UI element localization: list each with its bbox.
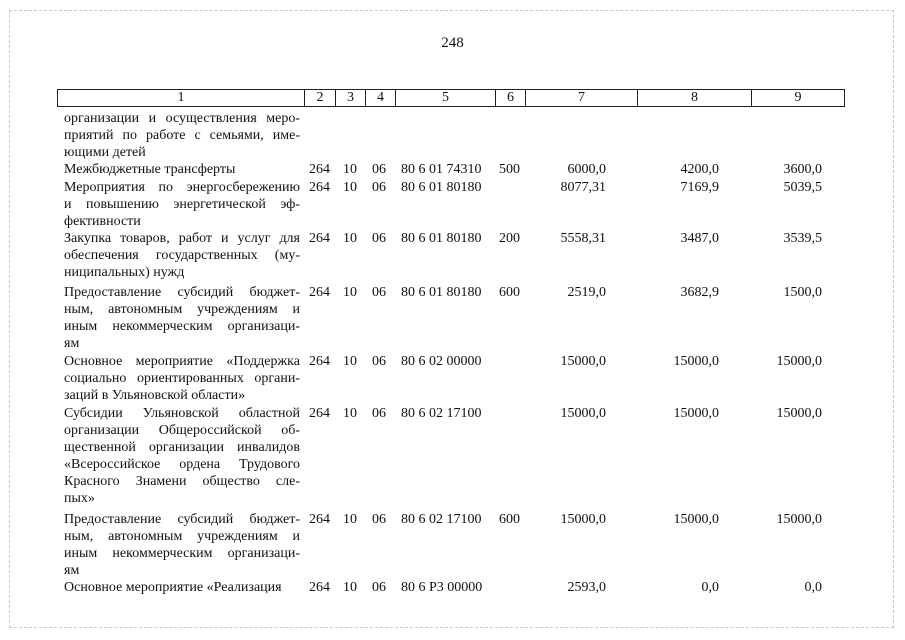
cell-amount-3: 0,0 [804,580,822,595]
row-name [64,511,300,579]
cell-amount-3: 15000,0 [776,354,822,369]
cell-vr: 600 [499,285,520,300]
row-name-line: ющими детей [64,145,146,160]
cell-rz: 10 [343,231,357,246]
cell-csr: 80 6 01 80180 [401,285,482,300]
cell-rz: 10 [343,512,357,527]
cell-csr: 80 6 02 00000 [401,354,482,369]
row-name-line: приятий по работе с семьями, име- [64,128,300,143]
cell-ved: 264 [309,162,330,177]
row-name-line: ям [64,563,80,578]
cell-amount-2: 15000,0 [673,512,719,527]
cell-rz: 10 [343,406,357,421]
cell-amount-1: 2593,0 [567,580,606,595]
cell-amount-3: 3600,0 [783,162,822,177]
cell-csr: 80 6 P3 00000 [401,580,483,595]
row-name-line: организации и осуществления меро- [64,111,300,126]
row-name-line: иным некоммерческим организаци- [64,546,300,561]
header-col-3: 3 [335,89,366,107]
cell-csr: 80 6 01 74310 [401,162,482,177]
cell-amount-2: 3487,0 [680,231,719,246]
cell-amount-1: 8077,31 [560,180,606,195]
header-col-1: 1 [57,89,305,107]
cell-rz: 10 [343,180,357,195]
row-name [64,405,300,507]
row-name-line: ным, автономным учреждениям и [64,529,300,544]
cell-csr: 80 6 02 17100 [401,406,482,421]
row-name-line: Субсидии Ульяновской областной [64,406,300,421]
cell-ved: 264 [309,580,330,595]
row-name-line: ниципальных) нужд [64,265,185,280]
cell-rz: 10 [343,285,357,300]
row-name-line: Красного Знамени общество сле- [64,474,300,489]
cell-pr: 06 [372,162,386,177]
cell-pr: 06 [372,231,386,246]
row-name-line: ным, автономным учреждениям и [64,302,300,317]
header-col-4: 4 [365,89,396,107]
cell-ved: 264 [309,231,330,246]
row-name-line: и повышению энергетической эф- [64,197,300,212]
row-name [64,179,300,230]
cell-amount-3: 1500,0 [783,285,822,300]
row-name-line: обеспечения государственных (му- [64,248,300,263]
cell-pr: 06 [372,580,386,595]
cell-amount-1: 15000,0 [560,354,606,369]
row-name [64,284,300,352]
cell-amount-1: 2519,0 [567,285,606,300]
header-col-7: 7 [525,89,638,107]
cell-rz: 10 [343,580,357,595]
cell-ved: 264 [309,406,330,421]
row-name-line: Закупка товаров, работ и услуг для [64,231,300,246]
cell-amount-1: 15000,0 [560,406,606,421]
row-name-line: социально ориентированных органи- [64,371,300,386]
cell-csr: 80 6 01 80180 [401,180,482,195]
cell-amount-2: 4200,0 [680,162,719,177]
row-name [64,110,300,161]
row-name-line: Основное мероприятие «Поддержка [64,354,300,369]
header-col-2: 2 [304,89,336,107]
cell-amount-3: 3539,5 [783,231,822,246]
cell-pr: 06 [372,354,386,369]
cell-vr: 500 [499,162,520,177]
row-name [64,579,300,596]
row-name-line: Основное мероприятие «Реализация [64,580,282,595]
cell-pr: 06 [372,512,386,527]
cell-amount-3: 15000,0 [776,406,822,421]
cell-pr: 06 [372,406,386,421]
row-name-line: заций в Ульяновской области» [64,388,246,403]
cell-csr: 80 6 01 80180 [401,231,482,246]
cell-amount-2: 3682,9 [680,285,719,300]
cell-amount-1: 5558,31 [560,231,606,246]
cell-amount-2: 15000,0 [673,354,719,369]
cell-csr: 80 6 02 17100 [401,512,482,527]
cell-amount-2: 15000,0 [673,406,719,421]
header-col-9: 9 [751,89,845,107]
cell-ved: 264 [309,180,330,195]
row-name [64,161,300,178]
cell-ved: 264 [309,512,330,527]
cell-amount-2: 0,0 [701,580,719,595]
page-number: 248 [441,35,464,51]
cell-ved: 264 [309,354,330,369]
row-name-line: Предоставление субсидий бюджет- [64,285,300,300]
header-col-5: 5 [395,89,496,107]
row-name [64,353,300,404]
cell-rz: 10 [343,162,357,177]
cell-amount-3: 5039,5 [783,180,822,195]
cell-ved: 264 [309,285,330,300]
header-col-6: 6 [495,89,526,107]
cell-rz: 10 [343,354,357,369]
row-name-line: ям [64,336,80,351]
row-name-line: «Всероссийское ордена Трудового [64,457,300,472]
cell-amount-1: 15000,0 [560,512,606,527]
cell-amount-3: 15000,0 [776,512,822,527]
row-name-line: Межбюджетные трансферты [64,162,236,177]
row-name-line: щественной организации инвалидов [64,440,300,455]
row-name-line: пых» [64,491,95,506]
row-name-line: Мероприятия по энергосбережению [64,180,300,195]
row-name-line: фективности [64,214,141,229]
header-col-8: 8 [637,89,752,107]
row-name-line: Предоставление субсидий бюджет- [64,512,300,527]
cell-amount-1: 6000,0 [567,162,606,177]
row-name-line: иным некоммерческим организаци- [64,319,300,334]
row-name [64,230,300,281]
row-name-line: организации Общероссийской об- [64,423,300,438]
cell-vr: 600 [499,512,520,527]
cell-vr: 200 [499,231,520,246]
cell-pr: 06 [372,285,386,300]
cell-amount-2: 7169,9 [680,180,719,195]
cell-pr: 06 [372,180,386,195]
